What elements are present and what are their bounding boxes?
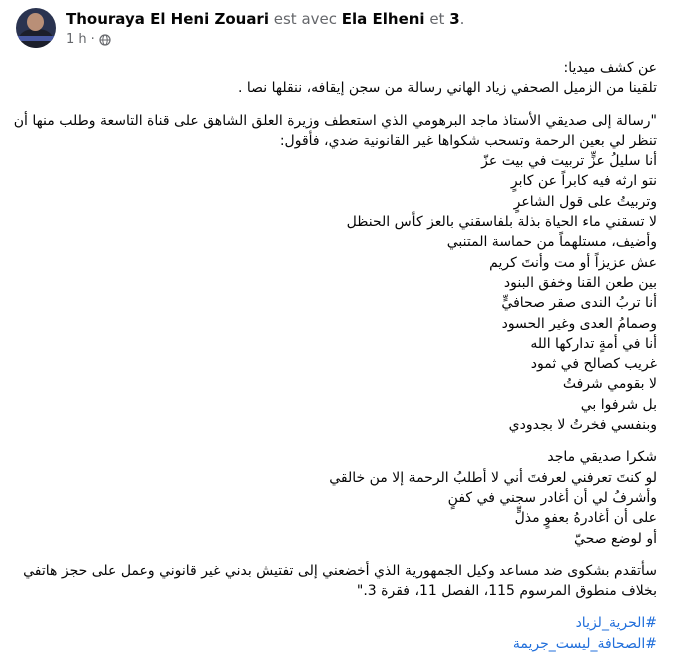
separator-dot: · bbox=[90, 32, 95, 47]
others-count[interactable]: 3 bbox=[449, 10, 460, 28]
hashtag-link[interactable]: #الصحافة_ليست_جريمة bbox=[512, 635, 657, 652]
hashtag-link[interactable]: #الحرية_لزياد bbox=[575, 615, 657, 632]
text-line: أنا سليلُ عزٍّ تربيت في بيت عزّ bbox=[481, 153, 657, 170]
text-line: بين طعن القنا وخفق البنود bbox=[503, 274, 657, 291]
text-line: على أن أغادرهُ بعفوٍ مذلٍّ bbox=[514, 510, 657, 527]
post-meta bbox=[66, 32, 111, 47]
text-line: لا بقومي شرفتُ bbox=[562, 376, 657, 393]
text-line: وبنفسي فخرتُ لا بجدودي bbox=[508, 417, 657, 434]
text-line: سأتقدم بشكوى ضد مساعد وكيل الجمهورية الذي أخضعني إلى تفتيش بدني غير قانوني وعمل على حجز هاتفي bbox=[23, 562, 657, 579]
paragraph-gap bbox=[9, 549, 657, 561]
text-line: وتربيتُ على قول الشاعرٍ bbox=[513, 193, 657, 210]
author-line bbox=[66, 10, 464, 28]
text-line: تلقينا من الزميل الصحفي زياد الهاني رسالة من سجن إيقافه، ننقلها نصا . bbox=[237, 80, 657, 97]
paragraph-gap bbox=[9, 435, 657, 447]
text-line: "رسالة إلى صديقي الأستاذ ماجد البرهومي الذي استعطف وزيرة العلق الشاهق على قناة التاسعة وطلب منها أن bbox=[13, 112, 657, 129]
text-line: بخلاف منطوق المرسوم 115، الفصل 11، فقرة 3." bbox=[356, 583, 657, 600]
avatar-face bbox=[27, 13, 44, 31]
text-line: عن كشف ميديا: bbox=[563, 60, 657, 76]
text-line: وأضيف، مستلهماً من حماسة المتنبي bbox=[446, 234, 657, 251]
text-line: أو لوضع صحيّ bbox=[574, 530, 657, 547]
with-text: est avec bbox=[268, 10, 342, 28]
text-line: وأشرفُ لي أن أغادر سجني في كفنٍ bbox=[447, 489, 657, 506]
text-line: أنا في أمةٍ تداركها الله bbox=[530, 335, 657, 352]
period: . bbox=[459, 10, 465, 28]
text-line: بل شرفوا بي bbox=[580, 396, 657, 413]
tagged-user[interactable]: Ela Elheni bbox=[341, 10, 425, 28]
text-line: عش عزيزاً أو مت وأنتَ كريم bbox=[489, 254, 657, 271]
text-line: أنا تربُ الندى صقر صحافيٍّ bbox=[501, 295, 657, 312]
timestamp[interactable]: 1 h bbox=[66, 32, 87, 47]
paragraph-gap bbox=[9, 601, 657, 613]
paragraph-gap bbox=[9, 99, 657, 111]
author-name[interactable]: Thouraya El Heni Zouari bbox=[66, 10, 269, 28]
text-line: لو كنتَ تعرفني لعرفتَ أني لا أطلبُ الرحمة إلا من خالقي bbox=[329, 469, 657, 486]
avatar[interactable] bbox=[16, 8, 56, 48]
and-text: et bbox=[424, 10, 450, 28]
avatar-banner bbox=[18, 36, 54, 41]
text-line: غريب كصالح في ثمود bbox=[530, 356, 657, 373]
text-line: لا تسقني ماء الحياة بذلة بلفاسقني بالعز كأس الحنظل bbox=[346, 214, 657, 231]
text-line: وصمامُ العدى وغير الحسود bbox=[501, 315, 657, 332]
text-line: نتو ارثه فيه كابراً عن كابرٍ bbox=[510, 173, 657, 190]
text-line: تنظر لي بعين الرحمة وتسحب شكواها غير القانونية ضدي، فأقول: bbox=[279, 132, 657, 149]
post-body bbox=[9, 58, 657, 654]
text-line: شكرا صديقي ماجد bbox=[547, 449, 657, 466]
globe-icon[interactable] bbox=[99, 34, 111, 46]
